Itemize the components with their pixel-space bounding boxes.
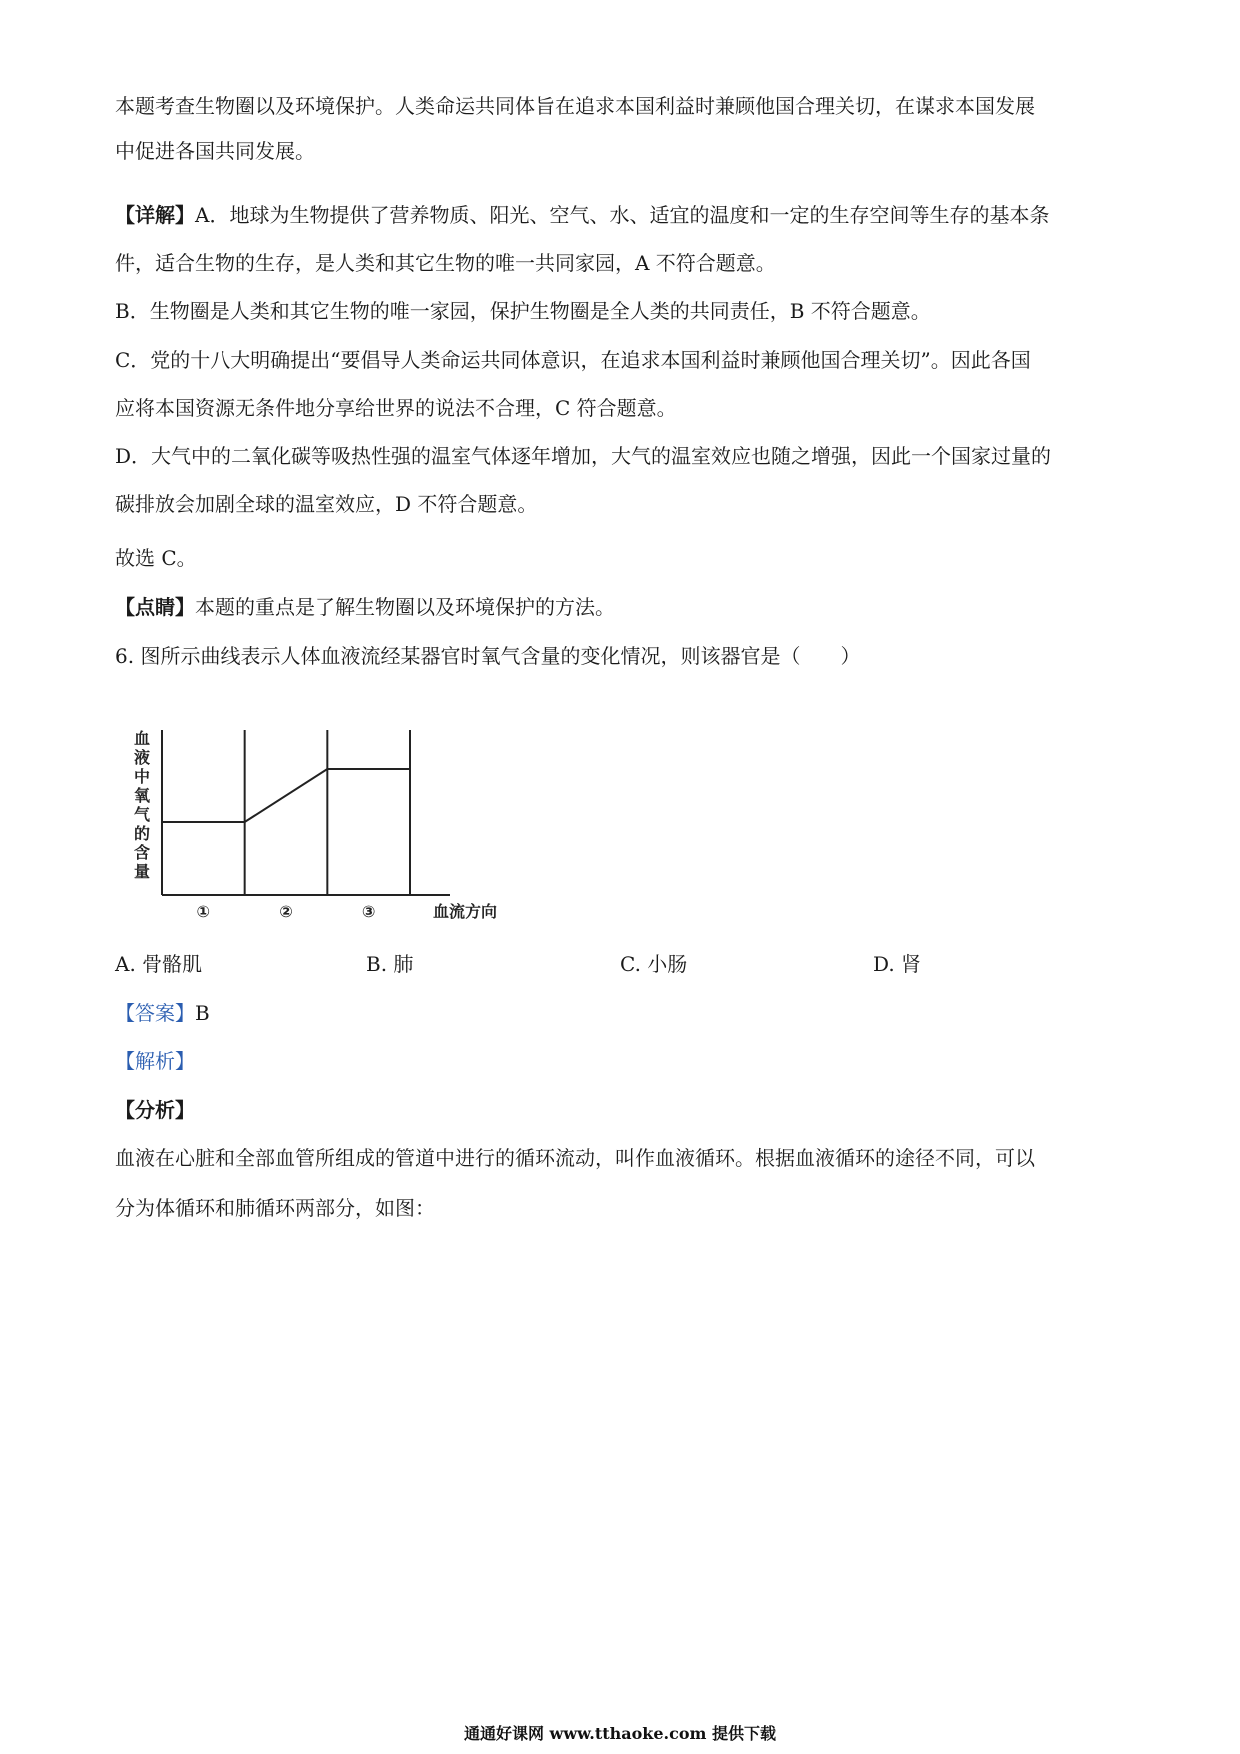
- answer-line: [115, 998, 1125, 1028]
- chart-tick-label: ①: [196, 902, 211, 920]
- analysis-tag: 【分析】: [115, 1098, 195, 1122]
- analysis-line-1: 血液在心脏和全部血管所组成的管道中进行的循环流动，叫作血液循环。根据血液循环的途径不同，可以: [115, 1146, 1035, 1170]
- chart-ylabel-char: 液: [133, 748, 151, 767]
- answer-tag: 【答案】: [115, 1001, 195, 1025]
- chart-frame: [162, 730, 450, 895]
- comment-tag: 【点睛】: [115, 595, 195, 619]
- option-b[interactable]: B. 肺: [366, 952, 414, 976]
- option-a[interactable]: A. 骨骼肌: [115, 952, 203, 976]
- chart-ylabel-char: 含: [133, 843, 151, 862]
- chart-ylabel-char: 的: [133, 824, 151, 843]
- option-c[interactable]: C. 小肠: [620, 952, 688, 976]
- detail-line-8: 故选 C。: [115, 546, 197, 570]
- analysis-line-2: 分为体循环和肺循环两部分，如图：: [115, 1196, 435, 1220]
- comment-text: 本题的重点是了解生物圈以及环境保护的方法。: [195, 595, 615, 619]
- answer-value: B: [195, 1001, 210, 1025]
- chart-series: [162, 769, 410, 822]
- explain-tag: 【解析】: [115, 1049, 195, 1073]
- chart-ylabel-char: 血: [133, 729, 151, 748]
- detail-line-5: 应将本国资源无条件地分享给世界的说法不合理，C 符合题意。: [115, 396, 677, 420]
- oxygen-content-chart: [130, 720, 530, 920]
- chart-ylabel: [134, 729, 151, 881]
- chart-series-line: [162, 769, 410, 822]
- detail-line-2: 件，适合生物的生存，是人类和其它生物的唯一共同家园，A 不符合题意。: [115, 251, 776, 275]
- detail-tag: 【详解】: [115, 203, 195, 227]
- detail-line-4: C．党的十八大明确提出“要倡导人类命运共同体意识，在追求本国利益时兼顾他国合理关切”。因此各国: [115, 348, 1031, 372]
- detail-line-6: D．大气中的二氧化碳等吸热性强的温室气体逐年增加，大气的温室效应也随之增强，因此一个国家过量的: [115, 444, 1052, 468]
- chart-ylabel-char: 中: [133, 767, 151, 786]
- chart-xlabels: [197, 902, 497, 920]
- option-d[interactable]: D. 肾: [873, 952, 922, 976]
- detail-line-3: B．生物圈是人类和其它生物的唯一家园，保护生物圈是全人类的共同责任，B 不符合题意。: [115, 299, 931, 323]
- chart-ylabel-char: 气: [133, 805, 151, 824]
- chart-tick-label: ③: [361, 902, 376, 920]
- analysis-intro-line-1: 本题考查生物圈以及环境保护。人类命运共同体旨在追求本国利益时兼顾他国合理关切，在谋求本国发展: [115, 94, 1035, 118]
- chart-tick-label: ②: [279, 902, 293, 920]
- comment-line: [115, 592, 1125, 622]
- chart-ylabel-char: 量: [133, 862, 151, 881]
- detail-line-7: 碳排放会加剧全球的温室效应，D 不符合题意。: [115, 492, 538, 516]
- chart-ylabel-char: 氧: [133, 786, 151, 805]
- footer-source: 通通好课网 www.tthaoke.com 提供下载: [463, 1724, 777, 1743]
- detail-text-a1: A．地球为生物提供了营养物质、阳光、空气、水、适宜的温度和一定的生存空间等生存的基本条: [195, 203, 1050, 227]
- analysis-intro-line-2: 中促进各国共同发展。: [115, 139, 315, 163]
- chart-xlabel: 血流方向: [432, 902, 498, 920]
- question-6-stem: 6. 图所示曲线表示人体血液流经某器官时氧气含量的变化情况，则该器官是（ ）: [115, 644, 861, 668]
- detail-line-1: [115, 200, 1125, 230]
